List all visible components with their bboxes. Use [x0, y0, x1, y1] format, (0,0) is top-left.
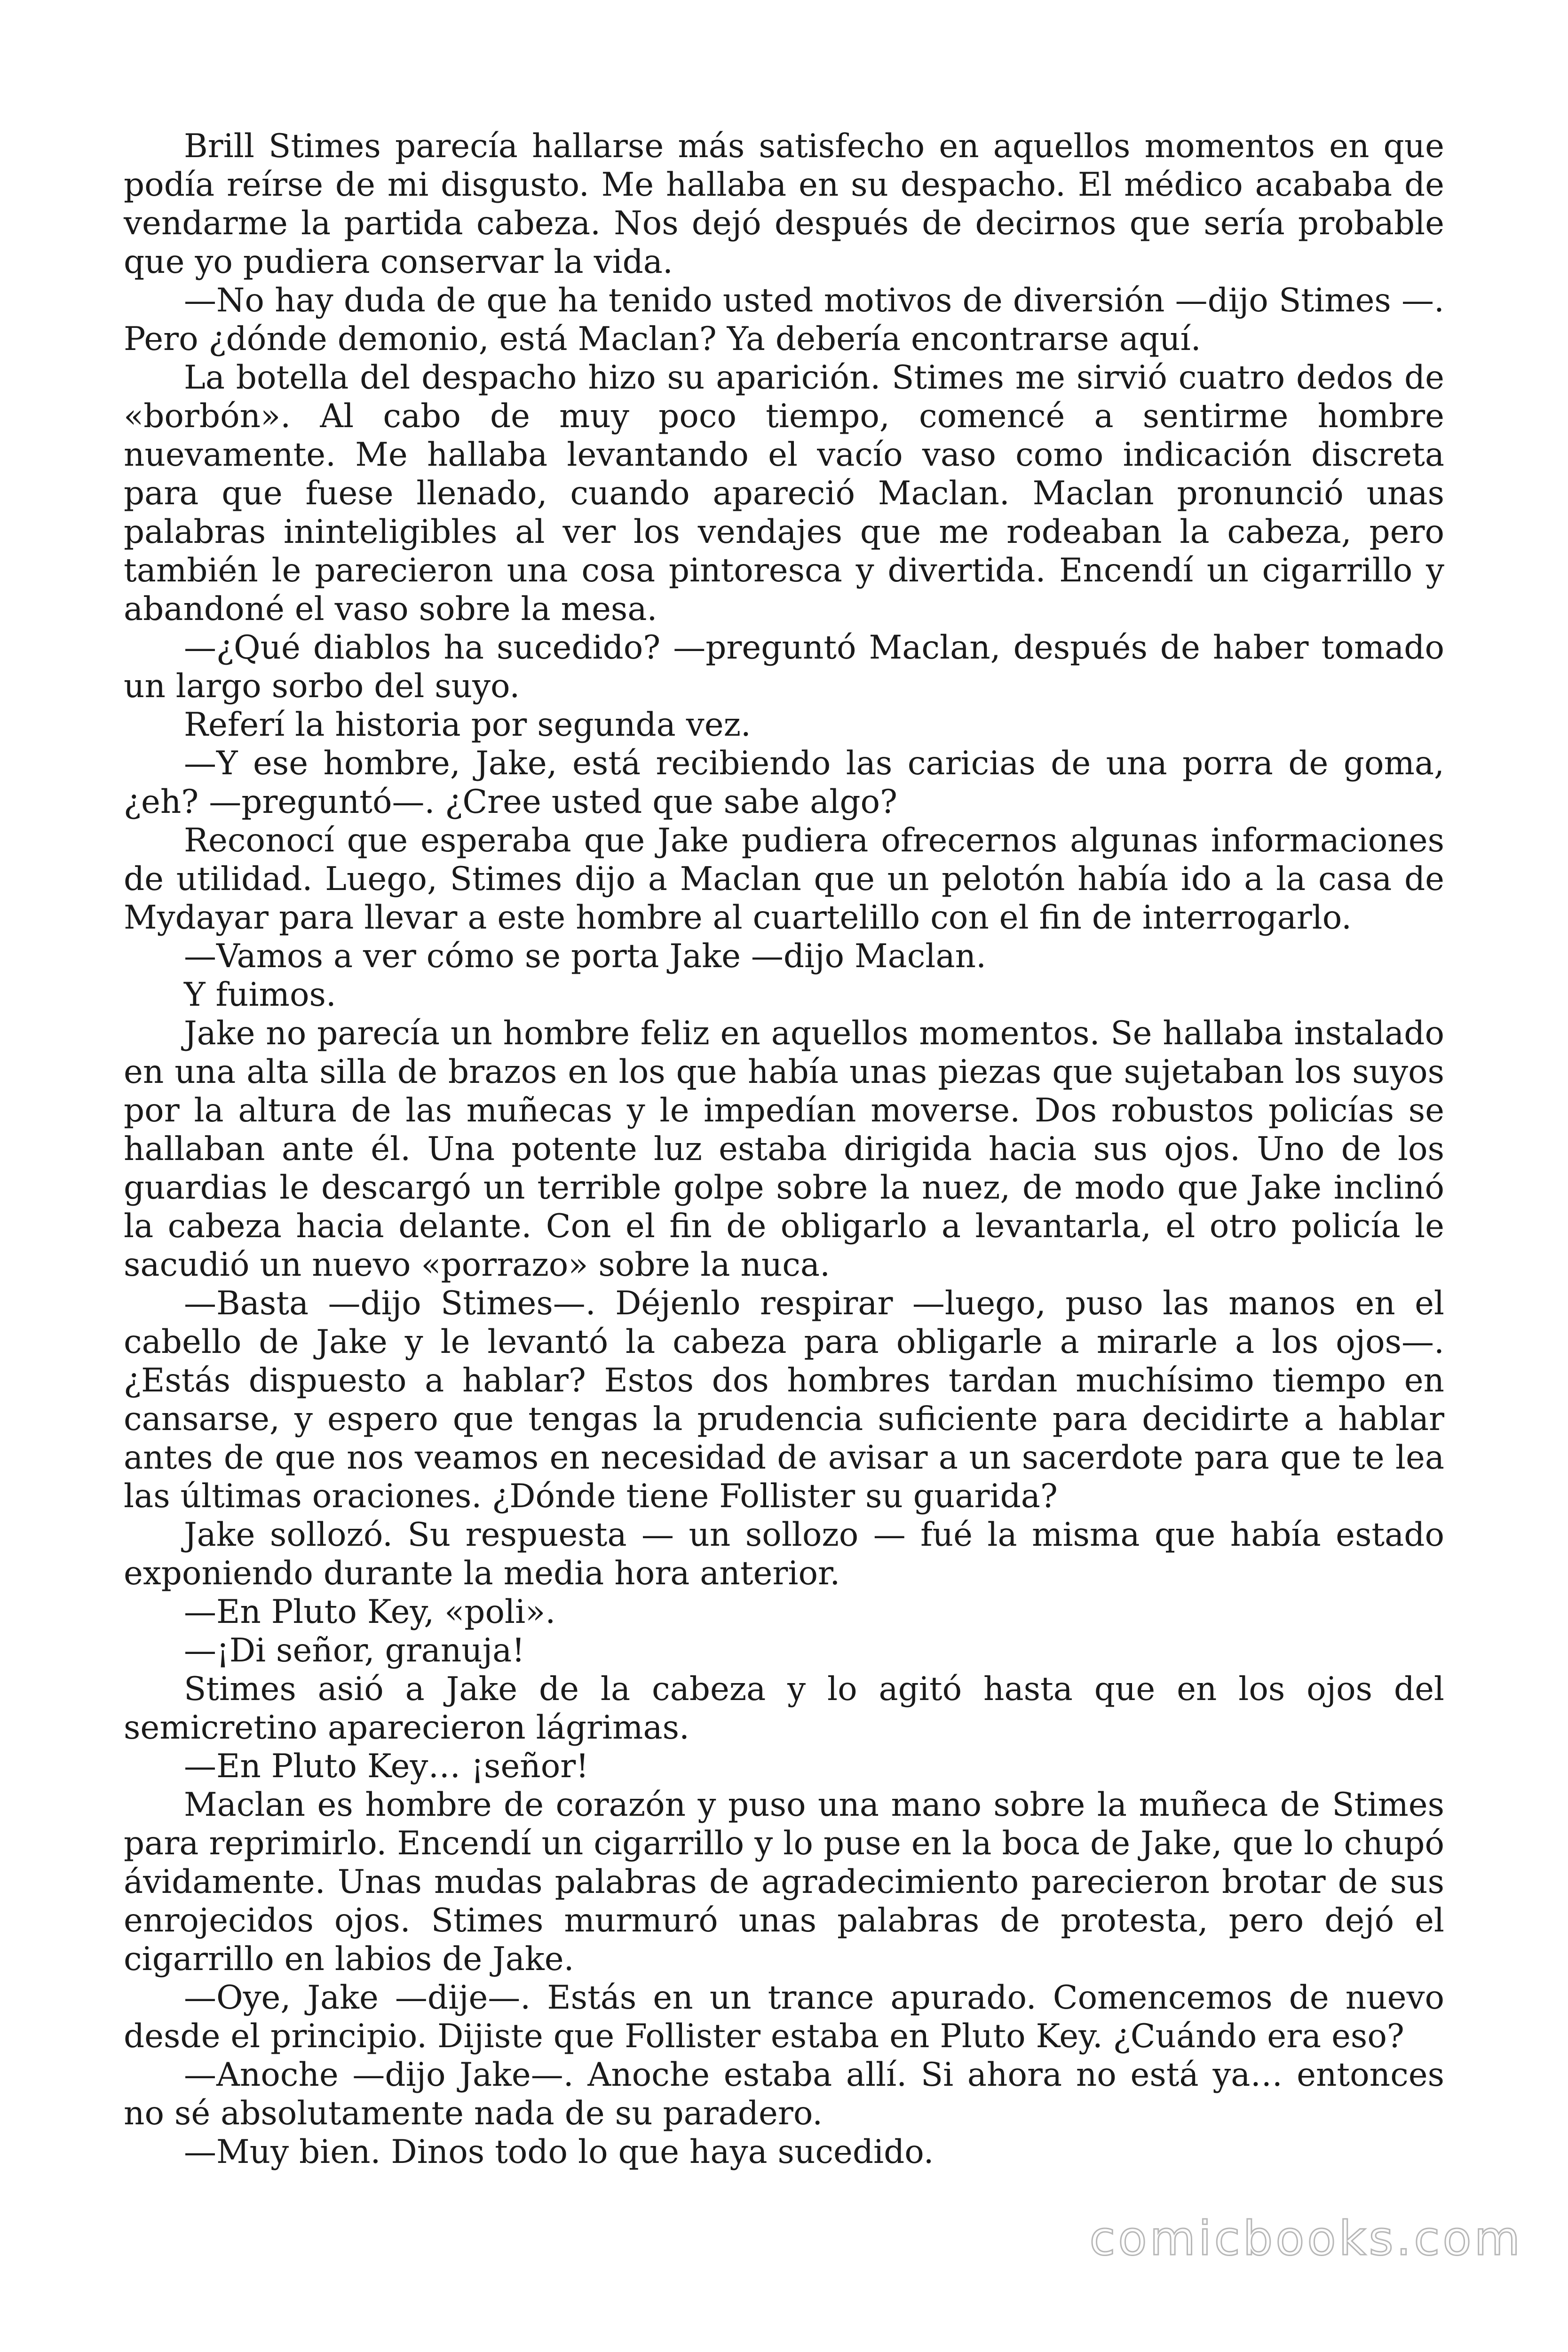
paragraph: Referí la historia por segunda vez.	[184, 706, 751, 744]
paragraph: —¿Qué diablos ha sucedido? —preguntó Maclan, después de haber tomado un largo sorbo del suyo.	[124, 629, 1444, 705]
paragraph: Reconocí que esperaba que Jake pudiera ofrecernos algunas informaciones de utilidad. Luego, Stimes dijo a Maclan que un pelotón había ido a la casa de Mydayar para llevar a este hombre al cuartelillo con el fin de interrogarlo.	[124, 822, 1444, 937]
paragraph: —¡Di señor, granuja!	[184, 1632, 525, 1669]
paragraph: —En Pluto Key… ¡señor!	[184, 1748, 589, 1785]
paragraph: —Anoche —dijo Jake—. Anoche estaba allí. Si ahora no está ya… entonces no sé absolutamente nada de su paradero.	[124, 2056, 1444, 2132]
paragraph: —En Pluto Key, «poli».	[184, 1593, 556, 1631]
paragraph: Brill Stimes parecía hallarse más satisfecho en aquellos momentos en que podía reírse de mi disgusto. Me hallaba en su despacho. El médico acababa de vendarme la partida cabeza. Nos dejó después de decirnos que sería probable que yo pudiera conservar la vida.	[124, 127, 1444, 281]
paragraph: —Vamos a ver cómo se porta Jake —dijo Maclan.	[184, 938, 986, 975]
body-text	[124, 127, 1444, 2171]
watermark: comicbooks.com	[1089, 2211, 1523, 2266]
paragraph: —Oye, Jake —dije—. Estás en un trance apurado. Comencemos de nuevo desde el principio. Dijiste que Follister estaba en Pluto Key. ¿Cuándo era eso?	[124, 1979, 1444, 2055]
paragraph: —Basta —dijo Stimes—. Déjenlo respirar —luego, puso las manos en el cabello de Jake y le levantó la cabeza para obligarle a mirarle a los ojos—. ¿Estás dispuesto a hablar? Estos dos hombres tardan muchísimo tiempo en cansarse, y espero que tengas la prudencia suficiente para decidirte a hablar antes de que nos veamos en necesidad de avisar a un sacerdote para que te lea las últimas oraciones. ¿Dónde tiene Follister su guarida?	[124, 1285, 1444, 1515]
paragraph: Maclan es hombre de corazón y puso una mano sobre la muñeca de Stimes para reprimirlo. Encendí un cigarrillo y lo puse en la boca de Jake, que lo chupó ávidamente. Unas mudas palabras de agradecimiento parecieron brotar de sus enrojecidos ojos. Stimes murmuró unas palabras de protesta, pero dejó el cigarrillo en labios de Jake.	[124, 1786, 1444, 1978]
paragraph: —Y ese hombre, Jake, está recibiendo las caricias de una porra de goma, ¿eh? —preguntó—. ¿Cree usted que sabe algo?	[124, 745, 1444, 821]
paragraph: Jake no parecía un hombre feliz en aquellos momentos. Se hallaba instalado en una alta silla de brazos en los que había unas piezas que sujetaban los suyos por la altura de las muñecas y le impedían moverse. Dos robustos policías se hallaban ante él. Una potente luz estaba dirigida hacia sus ojos. Uno de los guardias le descargó un terrible golpe sobre la nuez, de modo que Jake inclinó la cabeza hacia delante. Con el fin de obligarlo a levantarla, el otro policía le sacudió un nuevo «porrazo» sobre la nuca.	[124, 1015, 1444, 1284]
paragraph: Stimes asió a Jake de la cabeza y lo agitó hasta que en los ojos del semicretino aparecieron lágrimas.	[124, 1670, 1444, 1747]
paragraph: —No hay duda de que ha tenido usted motivos de diversión —dijo Stimes —. Pero ¿dónde demonio, está Maclan? Ya debería encontrarse aquí.	[124, 282, 1444, 358]
paragraph: La botella del despacho hizo su aparición. Stimes me sirvió cuatro dedos de «borbón». Al cabo de muy poco tiempo, comencé a sentirme hombre nuevamente. Me hallaba levantando el vacío vaso como indicación discreta para que fuese llenado, cuando apareció Maclan. Maclan pronunció unas palabras ininteligibles al ver los vendajes que me rodeaban la cabeza, pero también le parecieron una cosa pintoresca y divertida. Encendí un cigarrillo y abandoné el vaso sobre la mesa.	[124, 359, 1444, 628]
paragraph: Y fuimos.	[184, 976, 336, 1014]
paragraph: —Muy bien. Dinos todo lo que haya sucedido.	[184, 2133, 934, 2171]
paragraph: Jake sollozó. Su respuesta — un sollozo — fué la misma que había estado exponiendo durante la media hora anterior.	[124, 1516, 1444, 1592]
